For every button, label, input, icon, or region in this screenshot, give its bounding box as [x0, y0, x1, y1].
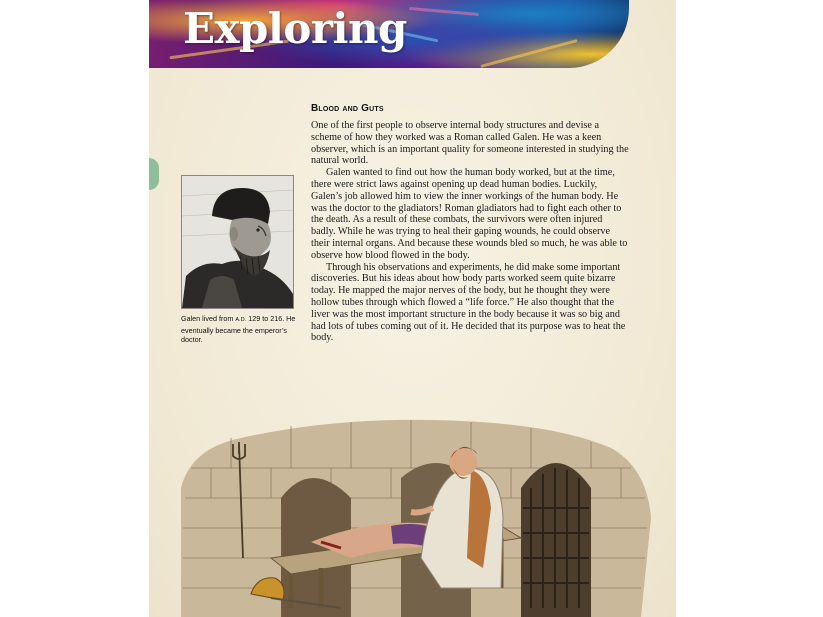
galen-portrait	[181, 175, 294, 309]
caption-text-start: Galen lived from	[181, 314, 236, 323]
article-paragraph: One of the first people to observe internal body structures and devise a scheme of how they worked was a Roman called Galen. He was a keen observer, which is an important quality for someone interested in studying the natural world.	[311, 120, 629, 167]
caption-text-end: 129 to 216. He eventually became the emperor’s doctor.	[181, 314, 296, 345]
caption-era: A.D.	[235, 317, 247, 323]
gladiator-illustration	[171, 408, 655, 617]
page-title: Exploring	[183, 4, 407, 53]
page	[149, 0, 676, 617]
portrait-caption	[181, 314, 299, 345]
article	[311, 103, 629, 344]
article-heading: Blood and Guts	[311, 103, 384, 114]
article-paragraph: Through his observations and experiments, he did make some important discoveries. But his ideas about how body parts worked seem quite bizarre today. He mapped the major nerves of the body, but he thought they were hollow tubes through which flowed a “life force.” He also thought that the liver was the most important structure in the body because it was so big and had lots of tubes coming out of it. He decided that its purpose was to heat the body.	[311, 261, 626, 344]
article-paragraph: Galen wanted to find out how the human body worked, but at the time, there were strict laws against opening up dead human bodies. Luckily, Galen’s job allowed him to view the inner workings of the human body. He was the doctor to the gladiators! Roman gladiators had to fight each other to the death. As a result of these combats, the survivors were often injured badly. While he was trying to heal their gaping wounds, he could observe their internal organs. And because these wounds bled so much, he was able to observe how blood flowed in the body.	[311, 167, 628, 261]
side-tab	[149, 158, 159, 190]
header-banner	[149, 0, 629, 68]
gladiator-surgery-scene	[171, 408, 655, 617]
galen-portrait-image	[182, 176, 293, 308]
